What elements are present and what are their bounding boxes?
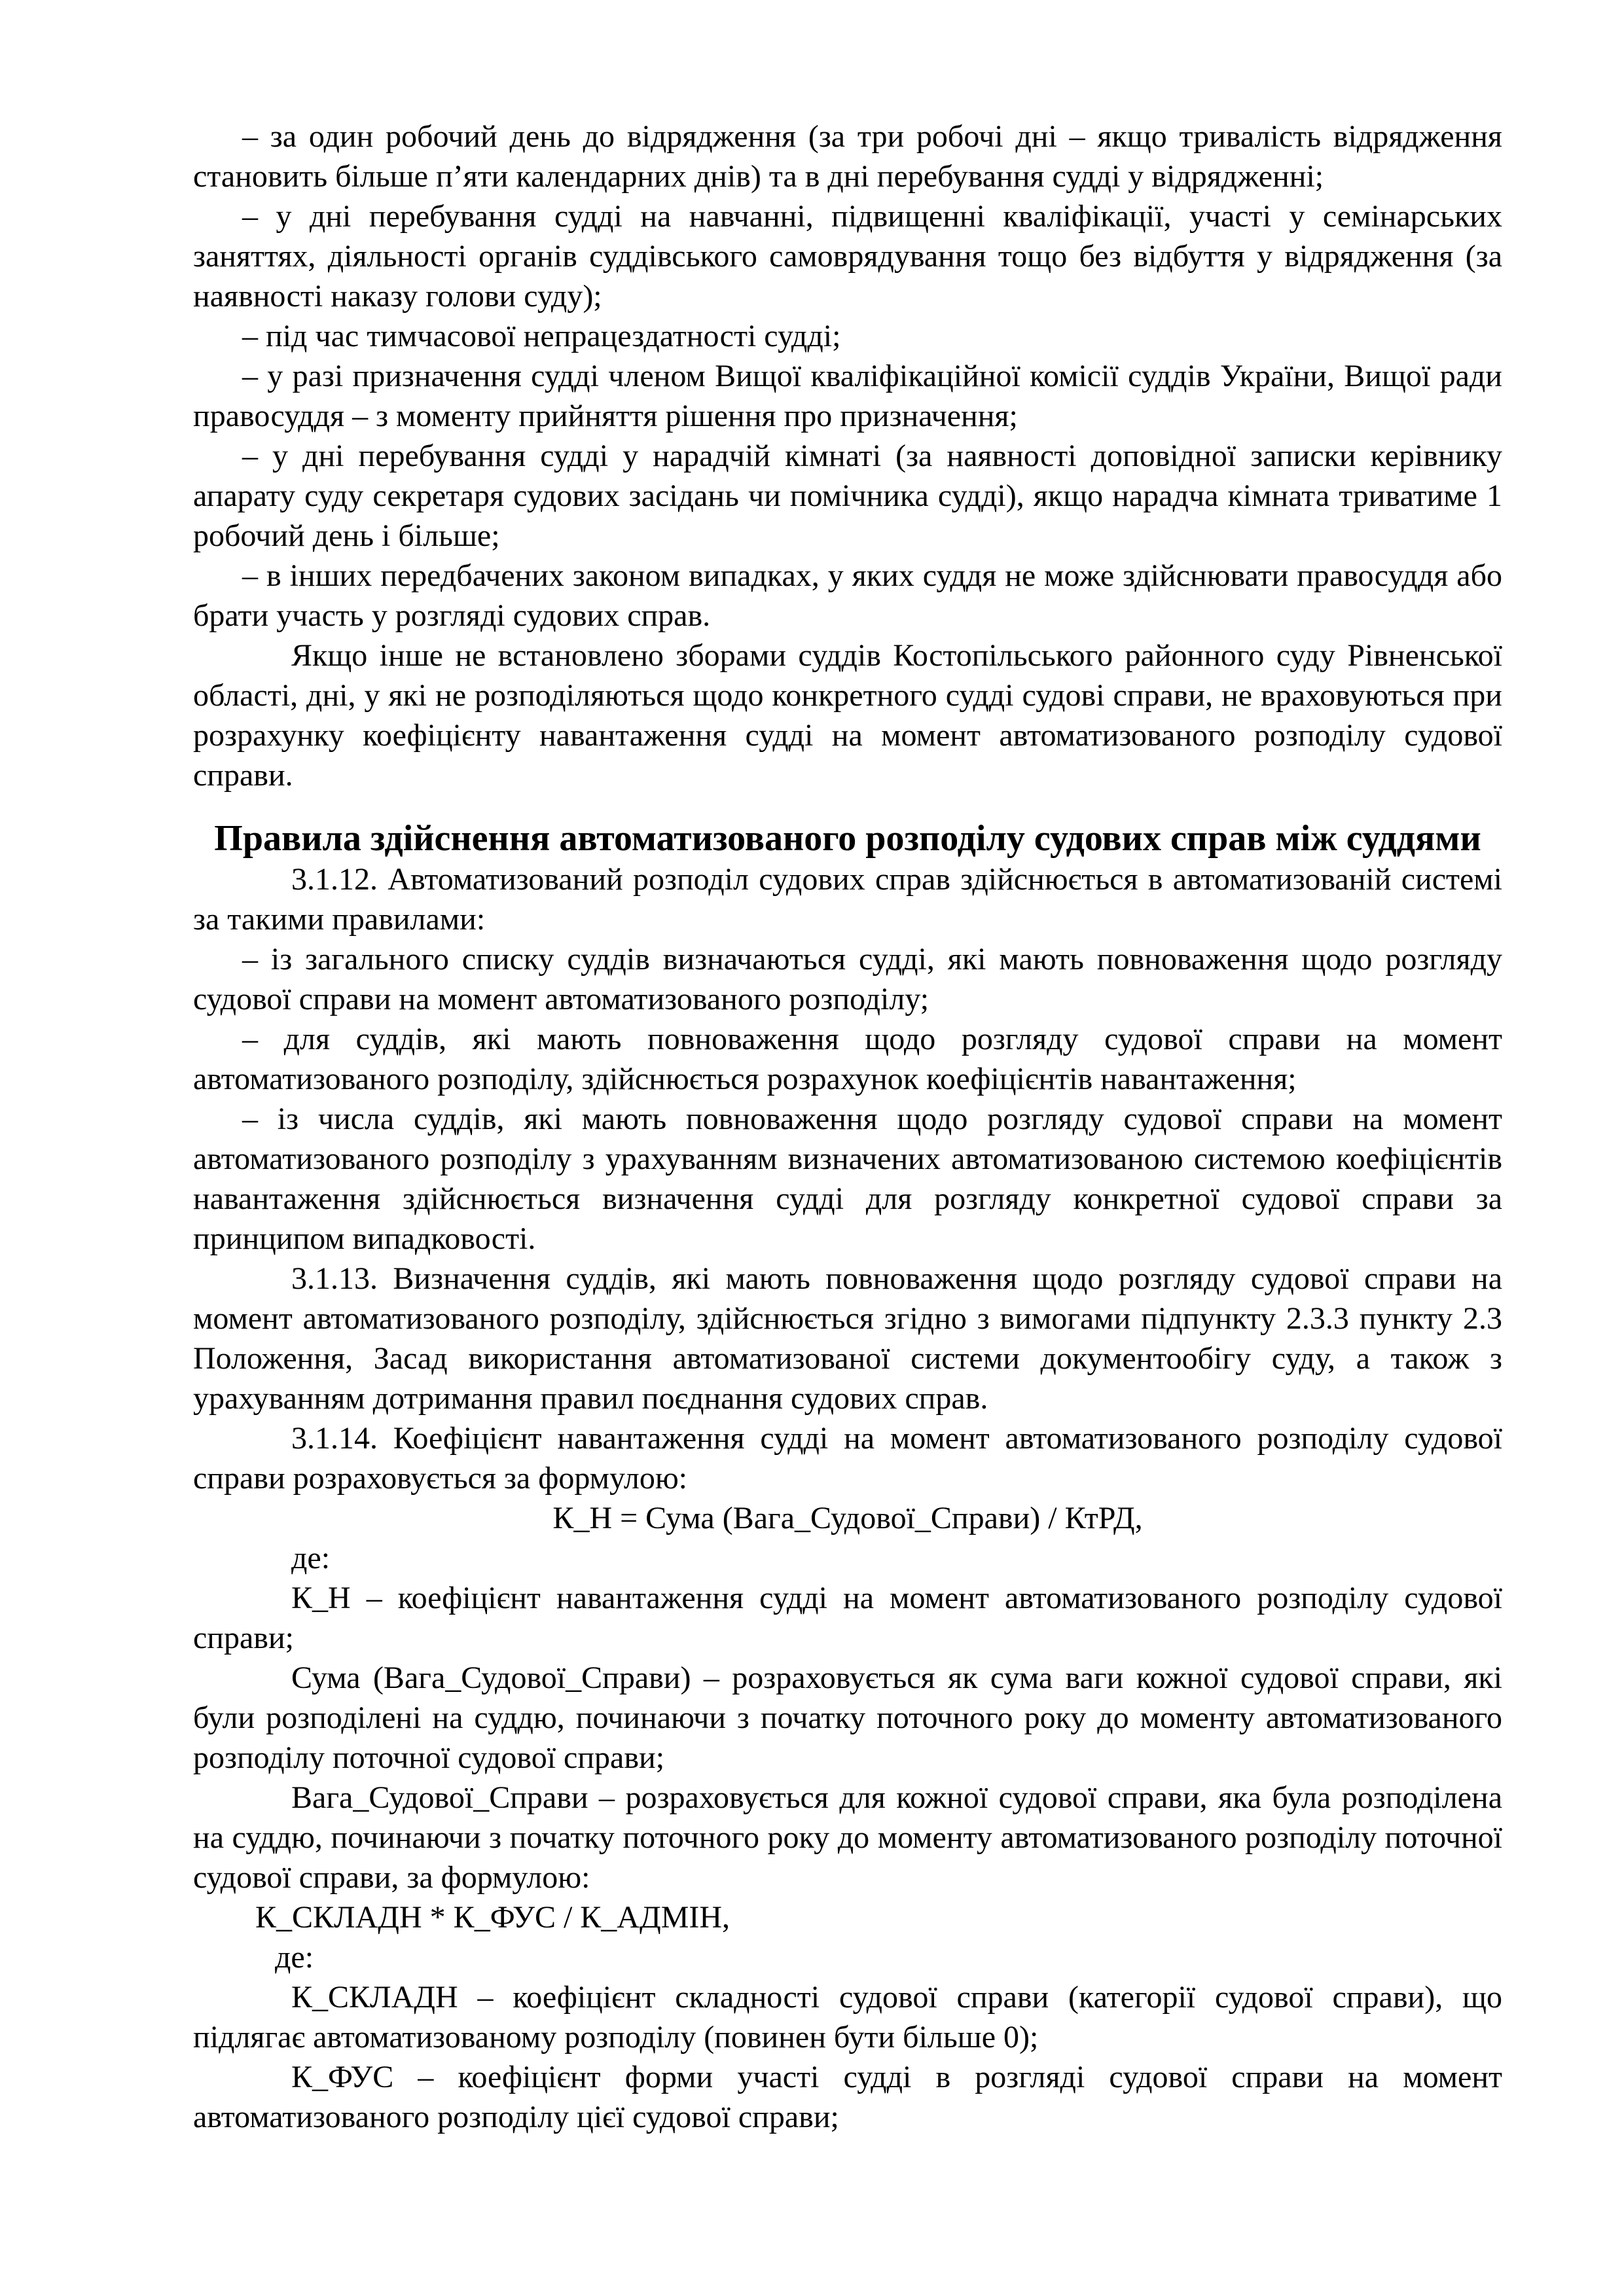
paragraph-deliberation-room: – у дні перебування судді у нарадчій кімнаті (за наявності доповідної записки керівнику апарату суду секретаря судових засідань чи помічника судді), якщо нарадча кімната триватиме 1 робочий день і більше;	[193, 439, 1502, 553]
where-label: де:	[291, 1541, 331, 1575]
paragraph-3-1-12: 3.1.12. Автоматизований розподіл судових справ здійснюється в автоматизованій системі за такими правилами:	[193, 862, 1502, 937]
paragraph-load-days: Якщо інше не встановлено зборами суддів Костопільського районного суду Рівненської області, дні, у які не розподіляються щодо конкретного судді судові справи, не враховуються при розрахунку коефіцієнту навантаження судді на момент автоматизованого розподілу судової справи.	[193, 638, 1502, 793]
paragraph-3-1-13: 3.1.13. Визначення суддів, які мають повноваження щодо розгляду судової справи на момент автоматизованого розподілу, здійснюється згідно з вимогами підпункту 2.3.3 пункту 2.3 Положення, Засад використання автоматизованої системи документообігу суду, а також з урахуванням дотримання правил поєднання судових справ.	[193, 1261, 1502, 1416]
formula-load-coefficient: К_Н = Сума (Вага_Судової_Справи) / КтРД,	[552, 1501, 1143, 1535]
paragraph-disability: – під час тимчасової непрацездатності судді;	[242, 319, 841, 353]
rule-item-load-coefficients: – для суддів, які мають повноваження щодо розгляду судової справи на момент автоматизованого розподілу, здійснюється розрахунок коефіцієнтів навантаження;	[193, 1022, 1502, 1096]
where-label-2: де:	[275, 1940, 314, 1975]
paragraph-training: – у дні перебування судді на навчанні, підвищенні кваліфікації, участі у семінарських заняттях, діяльності органів суддівського самоврядування тощо без відбуття у відрядження (за наявності наказу голови суду);	[193, 199, 1502, 314]
definition-k-fus: К_ФУС – коефіцієнт форми участі судді в розгляді судової справи на момент автоматизованого розподілу цієї судової справи;	[193, 2060, 1502, 2134]
rule-item-random-selection: – із числа суддів, які мають повноваження щодо розгляду судової справи на момент автоматизованого розподілу з урахуванням визначених автоматизованою системою коефіцієнтів навантаження здійснюється визначення судді для розгляду конкретної судової справи за принципом випадковості.	[193, 1102, 1502, 1256]
definition-k-skladn: К_СКЛАДН – коефіцієнт складності судової справи (категорії судової справи), що підлягає автоматизованому розподілу (повинен бути більше 0);	[193, 1980, 1502, 2054]
paragraph-appointment: – у разі призначення судді членом Вищої кваліфікаційної комісії суддів України, Вищої ради правосуддя – з моменту прийняття рішення про призначення;	[193, 359, 1502, 433]
paragraph-business-trip: – за один робочий день до відрядження (за три робочі дні – якщо тривалість відрядження становить більше п’яти календарних днів) та в дні перебування судді у відрядженні;	[193, 119, 1502, 194]
formula-case-weight: К_СКЛАДН * К_ФУС / К_АДМІН,	[255, 1900, 731, 1935]
definition-k-n: К_Н – коефіцієнт навантаження судді на момент автоматизованого розподілу судової справи;	[193, 1581, 1502, 1655]
paragraph-other-cases: – в інших передбачених законом випадках, у яких суддя не може здійснювати правосуддя або брати участь у розгляді судових справ.	[193, 558, 1502, 633]
definition-case-weight: Вага_Судової_Справи – розраховується для кожної судової справи, яка була розподілена на суддю, починаючи з початку поточного року до моменту автоматизованого розподілу поточної судової справи, за формулою:	[193, 1780, 1502, 1895]
rule-item-judges-list: – із загального списку суддів визначаються судді, які мають повноваження щодо розгляду судової справи на момент автоматизованого розподілу;	[193, 942, 1502, 1016]
paragraph-3-1-14: 3.1.14. Коефіцієнт навантаження судді на момент автоматизованого розподілу судової справи розраховується за формулою:	[193, 1421, 1502, 1496]
document-body	[193, 117, 1502, 2137]
definition-sum-weight: Сума (Вага_Судової_Справи) – розраховується як сума ваги кожної судової справи, які були розподілені на суддю, починаючи з початку поточного року до моменту автоматизованого розподілу поточної судової справи;	[193, 1660, 1502, 1775]
section-heading: Правила здійснення автоматизованого розподілу судових справ між суддями	[214, 818, 1481, 859]
